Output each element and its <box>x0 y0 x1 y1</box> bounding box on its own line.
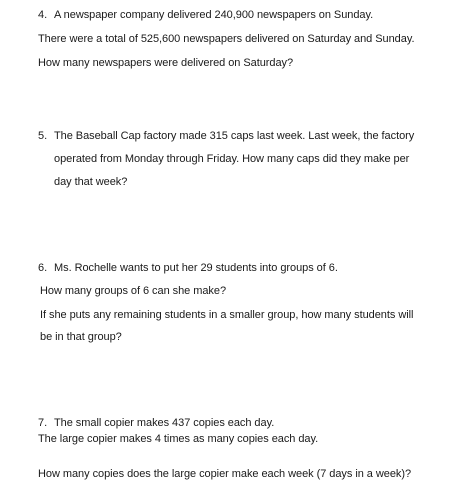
problem-6-line-3: If she puts any remaining students in a smaller group, how many students will <box>40 309 414 321</box>
problem-4-line-1: 4. A newspaper company delivered 240,900 newspapers on Sunday. <box>38 9 374 21</box>
problem-4-line-3: How many newspapers were delivered on Saturday? <box>38 57 294 69</box>
problem-5-line-2: operated from Monday through Friday. How many caps did they make per <box>54 153 410 165</box>
problem-4-number: 4. <box>38 9 48 21</box>
problem-6-line-2: How many groups of 6 can she make? <box>40 285 227 297</box>
problem-5-number: 5. <box>38 130 48 142</box>
problem-6-number: 6. <box>38 262 48 274</box>
problem-4-line-2: There were a total of 525,600 newspapers delivered on Saturday and Sunday. <box>38 33 415 45</box>
problem-7-number: 7. <box>38 417 48 429</box>
problem-5-line-3: day that week? <box>54 176 128 188</box>
problem-6-line-4: be in that group? <box>40 331 122 343</box>
problem-6-line-1: 6. Ms. Rochelle wants to put her 29 students into groups of 6. <box>38 262 338 274</box>
problem-7-line-2: The large copier makes 4 times as many copies each day. <box>38 433 319 445</box>
problem-7-line-3: How many copies does the large copier make each week (7 days in a week)? <box>38 468 412 480</box>
problem-5-line-1: 5. The Baseball Cap factory made 315 caps last week. Last week, the factory <box>38 130 415 142</box>
problem-7-line-1: 7. The small copier makes 437 copies each day. <box>38 417 275 429</box>
